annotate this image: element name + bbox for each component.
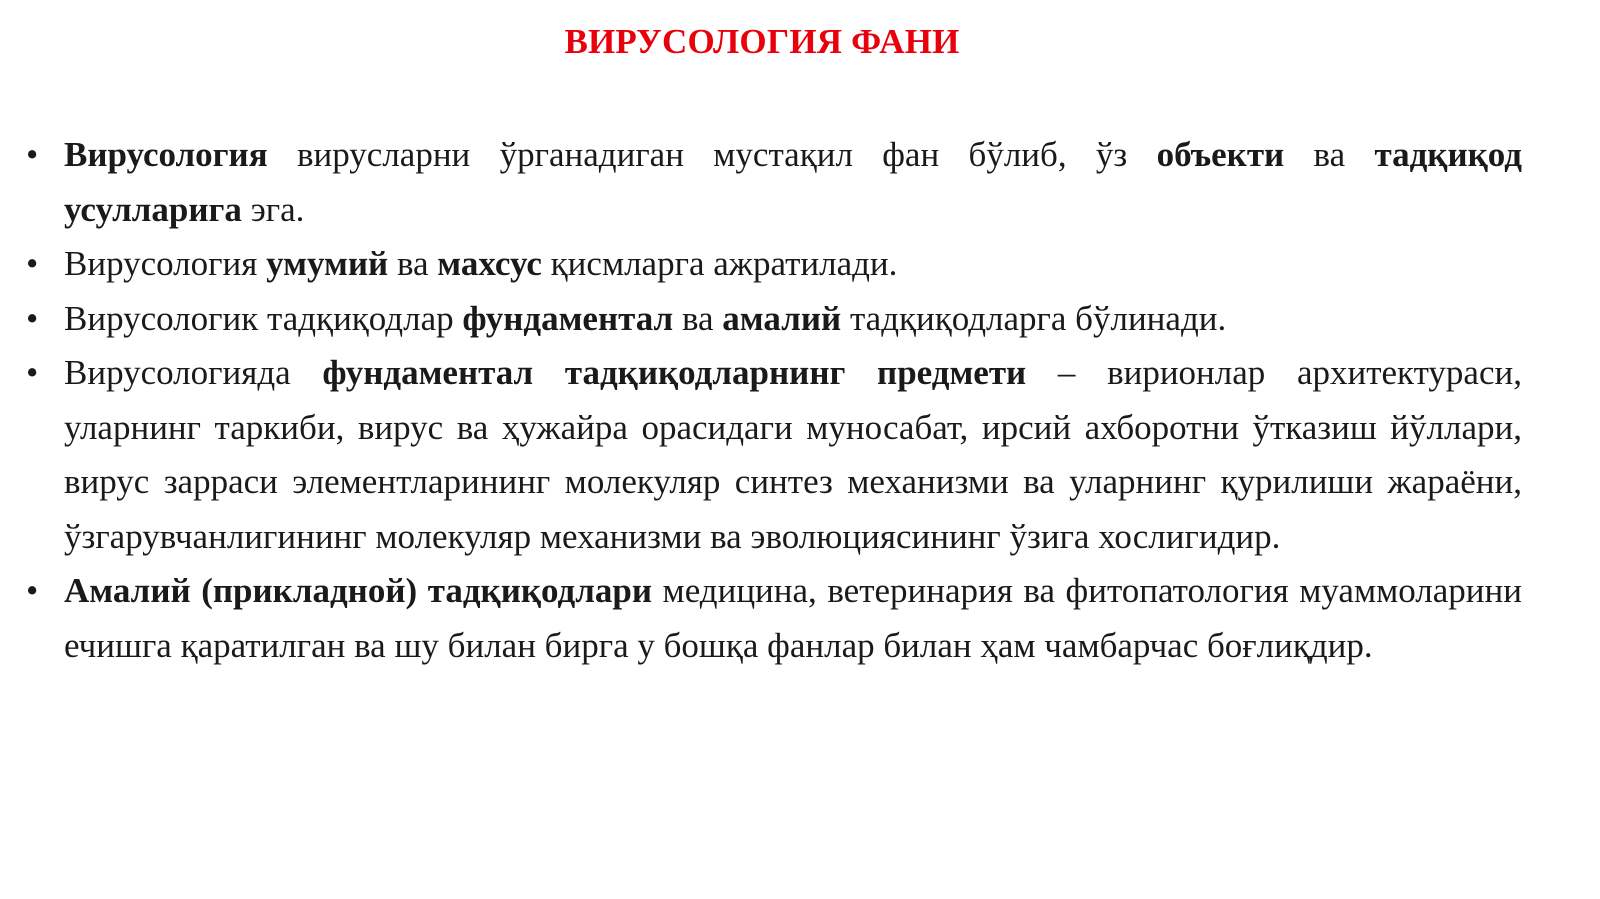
bullet-item-fundamental-research: [26, 346, 1522, 564]
text-run: медицина, ветеринария ва фитопатология муаммоларини ечишга қаратилган ва шу билан бирга у бошқа фанлар билан ҳам чамбарчас боғлиқдир.: [64, 571, 1522, 665]
bullet-item-applied-research: [26, 564, 1522, 673]
text-run: ва: [1284, 135, 1375, 174]
text-run: ва: [673, 298, 723, 338]
text-run: амалий: [722, 298, 842, 338]
text-run: фундаментал: [462, 298, 674, 338]
bullet-item-definition: [26, 128, 1522, 237]
text-run: махсус: [437, 244, 542, 283]
bullet-item-divisions: [26, 237, 1522, 292]
bullet-point-icon: •: [26, 135, 39, 174]
slide-title: ВИРУСОЛОГИЯ ФАНИ: [564, 22, 960, 61]
text-run: – вирионлар архитектураси, уларнинг таркиби, вирус ва ҳужайра орасидаги муносабат, ирсий ахборотни ўтказиш йўллари, вирус зарраси элементларининг молекуляр синтез механизми ва уларнинг қурилиши жараёни, ўзгарувчанлигининг молекуляр механизми ва эволюциясининг ўзига хослигидир.: [64, 353, 1522, 556]
text-run: эга.: [241, 189, 305, 229]
text-run: Амалий (прикладной) тадқиқодлари: [64, 571, 652, 610]
text-run: фундаментал тадқиқодларнинг предмети: [322, 353, 1027, 392]
bullet-point-icon: •: [26, 244, 39, 283]
bullet-point-icon: •: [26, 571, 39, 610]
text-run: ва: [388, 244, 438, 283]
text-run: Вирусология: [64, 135, 268, 174]
text-run: Вирусология: [64, 244, 267, 283]
bullet-item-research-types: [26, 292, 1522, 347]
bullet-point-icon: •: [26, 353, 39, 392]
text-run: умумий: [266, 244, 389, 283]
text-run: тадқиқод усулларига: [64, 135, 1522, 229]
text-run: Вирусологик тадқиқодлар: [64, 298, 463, 338]
text-run: тадқиқодларга бўлинади.: [841, 298, 1227, 338]
text-run: вирусларни ўрганадиган мустақил фан бўлиб, ўз: [267, 135, 1157, 174]
text-run: қисмларга ажратилади.: [541, 244, 898, 283]
bullet-list: [26, 128, 1522, 673]
text-run: Вирусологияда: [64, 353, 323, 392]
text-run: объекти: [1156, 135, 1285, 174]
bullet-point-icon: •: [26, 298, 39, 338]
